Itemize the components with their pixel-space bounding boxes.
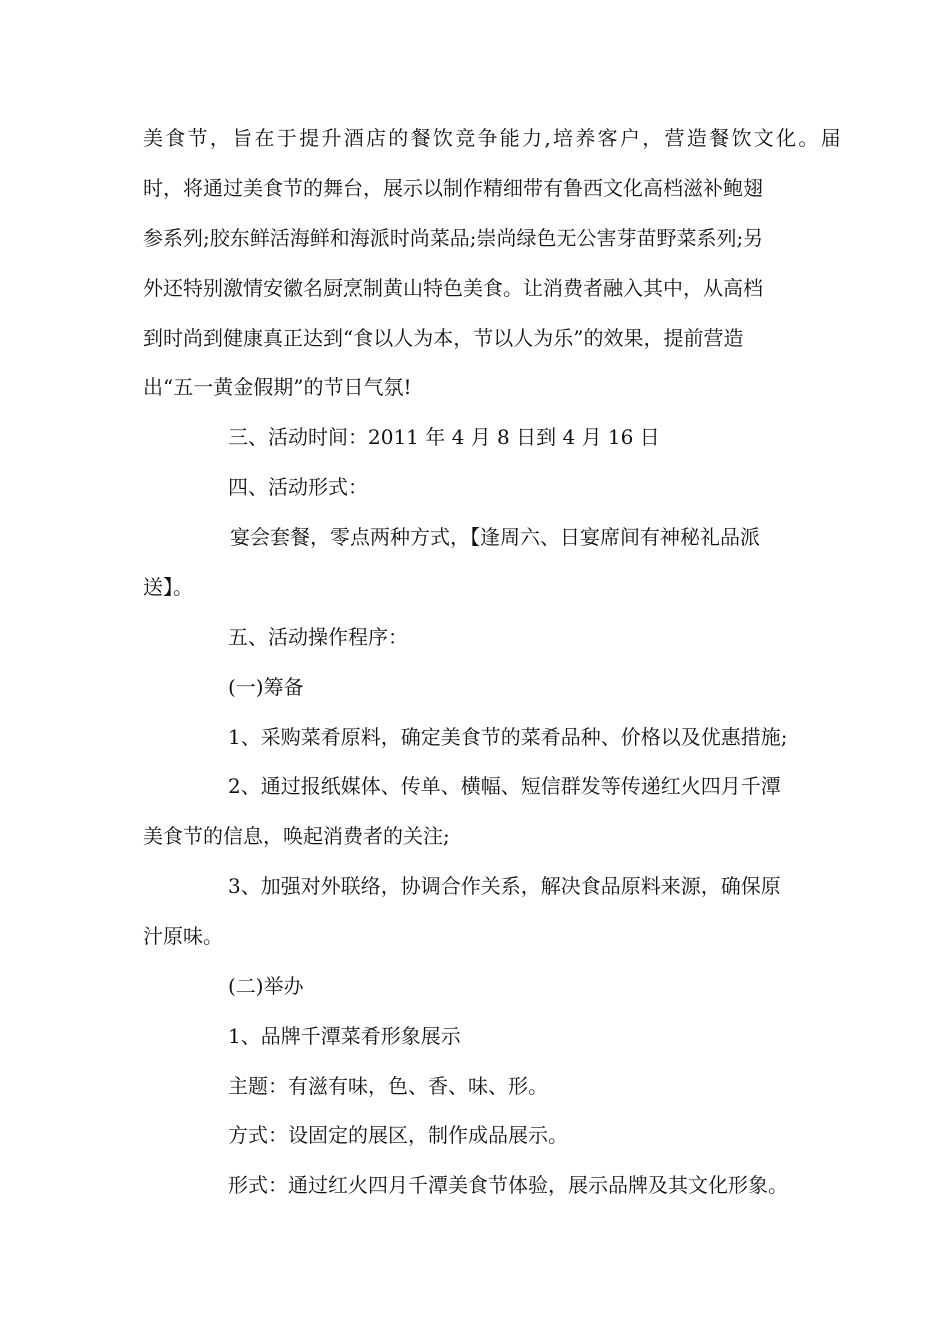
paragraph-line: 送】。 [143, 575, 193, 599]
paragraph-line: 美食节，旨在于提升酒店的餐饮竞争能力,培养客户，营造餐饮文化。届 [143, 126, 843, 150]
paragraph-line: 宴会套餐，零点两种方式，【逢周六、日宴席间有神秘礼品派 [230, 525, 760, 549]
section-heading: 三、活动时间：2011 年 4 月 8 日到 4 月 16 日 [228, 425, 660, 449]
paragraph-line: 到时尚到健康真正达到“食以人为本，节以人为乐”的效果，提前营造 [143, 326, 744, 350]
paragraph-line: 外还特别激情安徽名厨烹制黄山特色美食。让消费者融入其中，从高档 [143, 276, 763, 300]
section-heading: 五、活动操作程序： [228, 625, 408, 649]
paragraph-line: 方式：设固定的展区，制作成品展示。 [228, 1123, 568, 1147]
paragraph-line: 时，将通过美食节的舞台，展示以制作精细带有鲁西文化高档滋补鲍翅 [143, 176, 763, 200]
list-item-continuation: 汁原味。 [143, 924, 223, 948]
paragraph-line: 主题：有滋有味，色、香、味、形。 [228, 1074, 548, 1098]
list-item: 3、加强对外联络，协调合作关系，解决食品原料来源，确保原 [228, 874, 781, 898]
paragraph-line: 出“五一黄金假期”的节日气氛! [143, 375, 412, 399]
list-item: 1、采购菜肴原料，确定美食节的菜肴品种、价格以及优惠措施; [228, 725, 788, 749]
section-heading: 四、活动形式： [228, 475, 368, 499]
subsection-heading: (二)举办 [228, 974, 304, 998]
list-item: 2、通过报纸媒体、传单、横幅、短信群发等传递红火四月千潭 [228, 774, 781, 798]
list-item: 1、品牌千潭菜肴形象展示 [228, 1024, 461, 1048]
subsection-heading: (一)筹备 [228, 675, 304, 699]
paragraph-line: 形式：通过红火四月千潭美食节体验，展示品牌及其文化形象。 [228, 1173, 788, 1197]
list-item-continuation: 美食节的信息，唤起消费者的关注; [143, 824, 450, 848]
paragraph-line: 参系列;胶东鲜活海鲜和海派时尚菜品;崇尚绿色无公害芽苗野菜系列;另 [143, 226, 764, 250]
